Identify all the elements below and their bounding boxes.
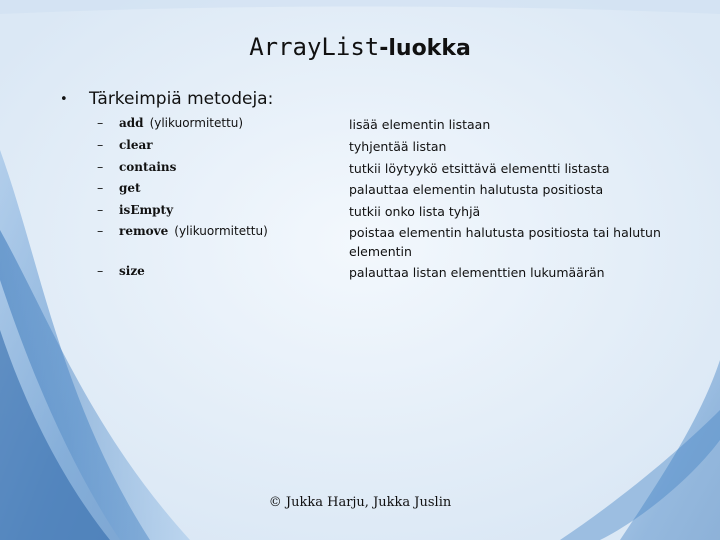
method-desc: tutkii löytyykö etsittävä elementti listasta xyxy=(349,161,610,176)
dash: – xyxy=(97,223,104,238)
method-name: get xyxy=(119,181,141,195)
method-name: remove xyxy=(119,224,169,238)
method-desc: tutkii onko lista tyhjä xyxy=(349,204,481,219)
method-name: isEmpty xyxy=(119,203,174,217)
method-label xyxy=(119,180,147,195)
bullet-symbol: • xyxy=(60,92,68,107)
method-note: (ylikuormitettu) xyxy=(149,116,244,130)
dash: – xyxy=(97,180,104,195)
method-row-size xyxy=(0,263,720,285)
title-rest: -luokka xyxy=(379,36,471,61)
method-label xyxy=(119,202,179,217)
method-label xyxy=(119,263,151,278)
method-label xyxy=(119,223,268,238)
dash: – xyxy=(97,115,104,130)
method-desc: poistaa elementin halutusta positiosta tai halutun elementin xyxy=(349,225,661,259)
slide-title xyxy=(0,30,720,66)
method-label xyxy=(119,159,182,174)
dash: – xyxy=(97,159,104,174)
dash: – xyxy=(97,263,104,278)
copyright-footer: © Jukka Harju, Jukka Juslin xyxy=(268,495,452,510)
method-row-clear xyxy=(0,137,720,159)
method-desc: palauttaa elementin halutusta positiosta xyxy=(349,182,604,197)
method-desc: palauttaa listan elementtien lukumäärän xyxy=(349,265,605,280)
method-name: add xyxy=(119,116,144,130)
bullet-heading: Tärkeimpiä metodeja: xyxy=(89,89,274,109)
method-row-get xyxy=(0,180,720,202)
method-row-contains xyxy=(0,159,720,181)
method-label xyxy=(119,115,243,130)
method-row-remove xyxy=(0,223,720,263)
title-code: ArrayList xyxy=(249,33,380,61)
method-desc: tyhjentää listan xyxy=(349,139,447,154)
method-name: clear xyxy=(119,138,153,152)
dash: – xyxy=(97,202,104,217)
method-desc: lisää elementin listaan xyxy=(349,117,491,132)
method-label xyxy=(119,137,159,152)
dash: – xyxy=(97,137,104,152)
method-note: (ylikuormitettu) xyxy=(174,224,268,238)
method-name: size xyxy=(119,264,145,278)
method-row-isempty xyxy=(0,202,720,224)
method-name: contains xyxy=(119,160,177,174)
method-row-add xyxy=(0,115,720,137)
